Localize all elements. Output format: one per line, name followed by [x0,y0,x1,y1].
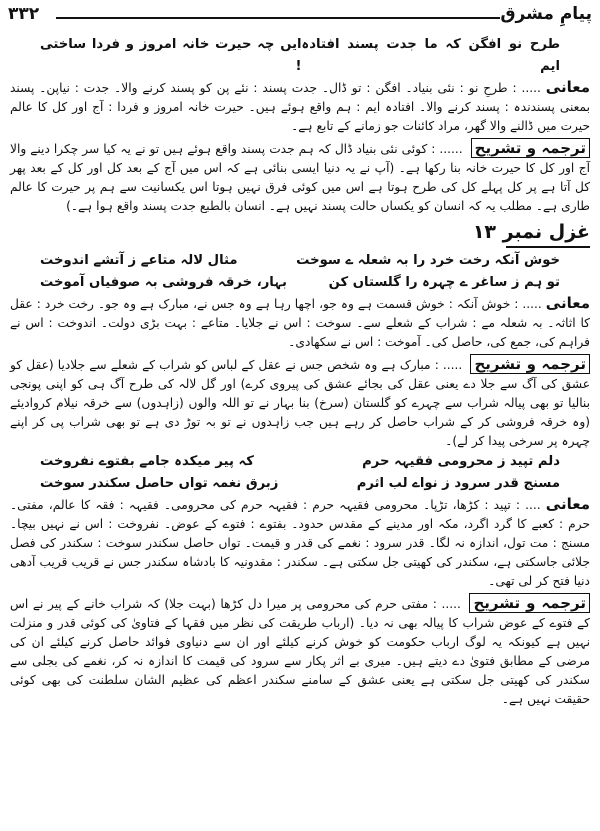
translation-paragraph [10,594,590,709]
verse-couplet [10,34,590,78]
meanings-label: معانی [545,78,590,96]
verse-first-line: خوش آنکہ رخت خرد را بہ شعلہ ے سوخت [296,253,560,268]
translation-text: ..... : مبارک ہے وہ شخص جس نے عقل کے لباس کو شراب کے شعلے سے جلادیا (عقل کو عشق کی آگ سے جلا دے یعنی عقل کی بجائے عشق کی پیروی کرے) اور گل لالہ کی طرح آگ ہی کو اپنی پونجی بنالیا تو بھی پیالہ شراب سے چہرے کو گلستان (سرخ) بنا بہار نے تو اللہ والوں (زاہدوں) سے خرقہ نیلام کروادیئے (وہ خرقہ فروشی کر کے شراب حاصل کر رہے ہیں جب زاہدوں نے تو بہ توڑ دی ہے تو بھی شراب پی کر اپنے چہرہ پر سرخی پیدا کر لے)۔ [10,358,590,448]
translation-text: ...... : کوئی نئی بنیاد ڈال کہ ہم جدت پسند واقع ہوئے ہیں تو نے یہ کیا سر چکرا دینے والا آج اور کل کا حیرت خانہ بنا رکھا ہے۔ (آپ نے یہ دنیا ایسی بنائی ہے کہ اس میں آج کے بعد کل اور کل کے بعد پھر کل آتا ہے پر کل پہلے کل کی طرح ہوتا ہے اس میں کوئی فرق نہیں ہوتا اس یکسانیت سے ہم پر حیرت کا عالم طاری ہے۔ مطلب یہ کہ انسان کو یکساں حالت پسند نہیں ہے۔ انسان بالطبع جدت پسند واقع ہوا ہے۔) [10,142,590,213]
verse-couplet [10,272,590,294]
translation-label: ترجمہ و تشریح [471,138,590,158]
meanings-paragraph [10,78,590,136]
meanings-text: ..... : طرحِ نو : نئی بنیاد۔ افگن : تو ڈال۔ جدت پسند : نئے پن کو پسند کرنے والا۔ جدت : نیاپن۔ پسند بمعنی پسندندہ : پسند کرنے والا۔ افتادہ ایم : ہم واقع ہوئے ہیں۔ حیرت خانہ امروز و فردا : آج اور کل کا عالم حیرت میں ڈالنے والا گھر، مراد کائنات جو زمانے کے تابع ہے۔ [10,81,590,133]
meanings-paragraph [10,294,590,352]
verse-second-line: ایں چہ حیرت خانہ امروز و فردا ساختی ! [40,37,302,74]
verse-couplet [10,250,590,272]
translation-paragraph [10,139,590,216]
verse-couplet [10,473,590,495]
verse-first-line: طرح نو افگن کہ ما جدت پسند افتادہ ایم [301,37,560,74]
ghazal-heading-rule [506,246,590,248]
meanings-paragraph [10,495,590,591]
page-body [10,34,590,709]
verse-first-line: دلم تپید ز محرومی فقیہہ حرم [362,454,560,469]
translation-label: ترجمہ و تشریح [470,354,590,374]
translation-label: ترجمہ و تشریح [469,593,590,613]
verse-first-line: مسنج قدر سرود ز نواے لب اثرم [356,476,560,491]
book-title: پیامِ مشرق [500,4,592,24]
verse-second-line: کہ پیر میکدہ جامے بفتوے نفروخت [40,454,254,469]
meanings-label: معانی [545,495,590,513]
verse-second-line: بہار، خرقہ فروشی بہ صوفیاں آموخت [40,275,287,290]
header-rule [56,17,500,19]
running-header [8,4,592,28]
meanings-label: معانی [545,294,590,312]
verse-second-line: زبرق نغمہ تواں حاصل سکندر سوخت [40,476,279,491]
verse-second-line: مثال لالہ متاعے ز آتشے اندوخت [40,253,238,268]
page-number: ۳۳۲ [8,4,40,24]
translation-text: ..... : مفتی حرم کی محرومی پر میرا دل کڑھا (بہت جلا) کہ شراب خانے کے پیر نے اس کے فتوے کے عوض شراب کا پیالہ بھی نہ دیا۔ (ارباب طریقت کی نظر میں فقہا کے فتاویٰ کی کوئی قدر و منزلت نہیں ہے کیونکہ یہ لوگ ارباب حکومت کو خوش کرنے کیلئے اور ان سے دنیاوی فوائد حاصل کرنے کیلئے ان کی مرضی کے مطابق فتویٰ دے دیتے ہیں۔ میری بے اثر پکار سے سرود کی قیمت کا اندازہ نہ کر، نغمے کی بجلی سے سکندر کی کھیتی جل سکتی ہے یعنی عشق کے سامنے سکندر اعظم کی عظیم الشان سلطنت کی بھی کوئی حقیقت نہیں ہے۔ [10,597,590,706]
meanings-text: .... : تپید : کڑھا، تڑپا۔ محرومی فقیہہ حرم : فقیہہ حرم کی محرومی۔ فقیہہ : فقہ کا عالم، مفتی۔ حرم : کعبے کا گرد اگرد، مکہ اور مدینے کے مقدس حدود۔ بفتوے : فتوے کے عوض۔ نفروخت : اس نے نہیں بیچا۔ مسنج : مت تول، اندازہ نہ لگا۔ قدر سرود : نغمے کی قدر و قیمت۔ تواں حاصل سکندر سوخت : سکندر کی فصل جلائی جاسکتی ہے، سکندر کی کھیتی جل سکتی ہے۔ سکندر : مقدونیہ کا بادشاہ سکندر جس نے قریب قریب آدھی دنیا فتح کر لی تھی۔ [10,498,590,588]
verse-couplet [10,451,590,473]
ghazal-heading: غزل نمبر ۱۳ [472,221,590,243]
verse-first-line: تو ہم ز ساغر ے چہرہ را گلستاں کن [328,275,560,290]
meanings-text: ..... : خوش آنکہ : خوش قسمت ہے وہ جو، اچھا رہا ہے وہ جس نے، مبارک ہے وہ جو۔ رخت خرد : عقل کا اثاثہ۔ بہ شعلہ مے : شراب کے شعلے سے۔ سوخت : اس نے جلایا۔ متاعے : بہت بڑی دولت۔ اندوخت : اس نے فراہم کی، جمع کی، حاصل کی۔ آموخت : اس نے سکھادی۔ [10,297,590,349]
translation-paragraph [10,355,590,451]
